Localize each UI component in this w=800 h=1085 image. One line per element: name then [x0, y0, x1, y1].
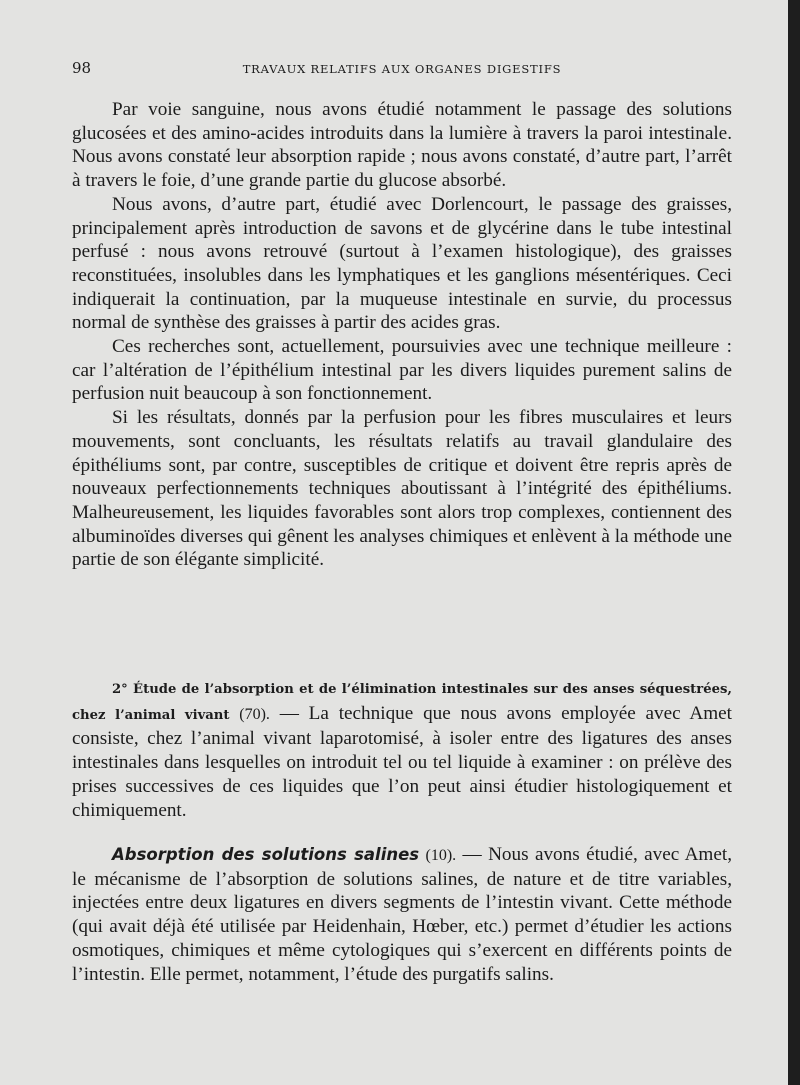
- paragraph: Si les résultats, donnés par la perfusion pour les fibres musculaires et leurs mouvements, sont concluants, les résultats relatifs au travail glandulaire des épithéliums sont, par contre, susceptibles de critique et doivent être repris après de nouveaux perfectionnements techniques aboutissant à l’intégrité des épithéliums. Malheureusement, les liquides favorables sont alors trop complexes, contiennent des albuminoïdes diverses qui gênent les analyses chimiques et enlèvent à la méthode une partie de son élégante simplicité.: [72, 407, 732, 571]
- paragraph: Par voie sanguine, nous avons étudié notamment le passage des solutions glucosées et des amino-acides introduits dans la lumière à travers la paroi intestinale. Nous avons constaté leur absorption rapide ; nous avons constaté, d’autre part, l’arrêt à travers le foie, d’une grande partie du glucose absorbé.: [72, 99, 732, 192]
- paragraph: [72, 843, 732, 986]
- paragraph: Nous avons, d’autre part, étudié avec Dorlencourt, le passage des graisses, principalement après introduction de savons et de glycérine dans le tube intestinal perfusé : nous avons retrouvé (surtout à l’examen histologique), des graisses reconstituées, insolubles dans les lymphatiques et les ganglions mésentériques. Ceci indiquerait la continuation, par la muqueuse intestinale en survie, du processus normal de synthèse des graisses à partir des acides gras.: [72, 193, 732, 334]
- section-text: — La technique que nous avons employée avec Amet consiste, chez l’animal vivant laparotomisé, à isoler entre des ligatures des anses intestinales dans lesquelles on introduit tel ou tel liquide à examiner : on prélève des prises successives de ces liquides que l’on peut ainsi étudier histologiquement et chimiquement.: [72, 702, 733, 821]
- paragraph: Ces recherches sont, actuellement, poursuivies avec une technique meilleure : car l’altération de l’épithélium intestinal par les divers liquides purement salins de perfusion nuit beaucoup à son fonctionnement.: [72, 336, 732, 405]
- reference-number: (70).: [239, 705, 270, 723]
- section-text: — Nous avons étudié, avec Amet, le mécanisme de l’absorption de solutions salines, de nature et de titre variables, injectées entre deux ligatures en divers segments de l’intestin vivant. Cette méthode (qui avait déjà été utilisée par Heidenhain, Hœber, etc.) permet d’étudier les actions osmotiques, chimiques et même cytologiques qui s’exercent en différents points de l’intestin. Elle permet, notamment, l’étude des purgatifs salins.: [72, 844, 732, 985]
- section-absorption-salines: [72, 843, 732, 986]
- paragraph: [72, 676, 732, 822]
- section-heading: 2° Étude de l’absorption et de l’élimination intestinales sur des anses séquestrées, chez l’animal vivant: [72, 682, 732, 723]
- body-text: [72, 98, 732, 572]
- page-header: [72, 59, 732, 80]
- running-title: TRAVAUX RELATIFS AUX ORGANES DIGESTIFS: [242, 62, 562, 76]
- section-absorption-elimination: [72, 676, 732, 822]
- reference-number: (10).: [425, 847, 457, 864]
- page-number: 98: [72, 59, 92, 77]
- section-heading: Absorption des solutions salines: [112, 845, 420, 864]
